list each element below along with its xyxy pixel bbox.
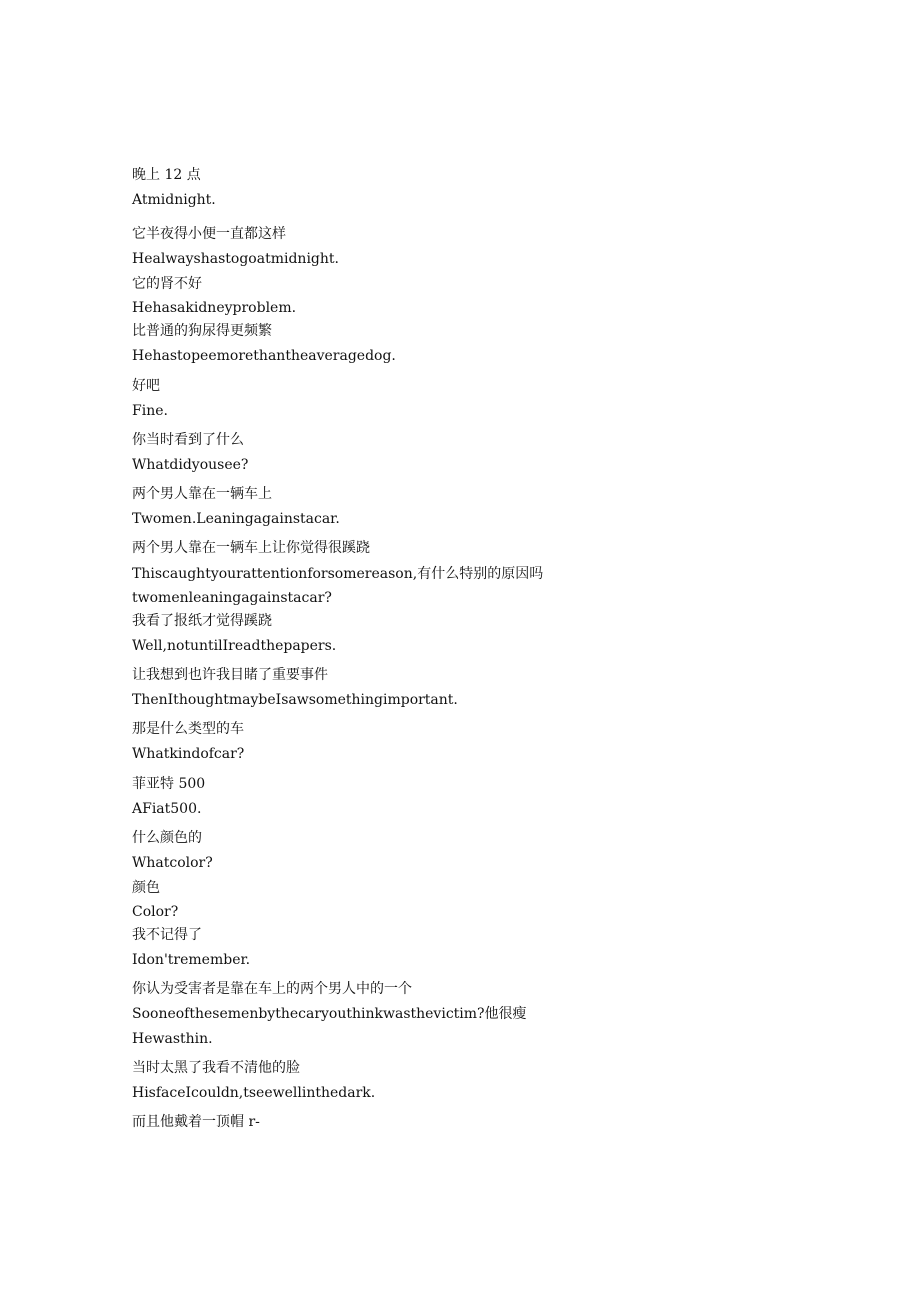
text-line: 你认为受害者是靠在车上的两个男人中的一个 (132, 981, 412, 997)
text-line: Hehasakidneyproblem. (132, 300, 297, 316)
text-line: 什么颜色的 (132, 830, 202, 846)
text-line: Atmidnight. (132, 192, 216, 208)
text-line: 两个男人靠在一辆车上让你觉得很蹊跷 (132, 540, 370, 556)
text-line: Whatcolor? (132, 855, 213, 871)
text-line: 它的肾不好 (132, 276, 202, 292)
text-line: 那是什么类型的车 (132, 721, 244, 737)
text-line: Healwayshastogoatmidnight. (132, 251, 339, 267)
text-line: 而且他戴着一顶帽 r- (132, 1114, 260, 1130)
text-line: Fine. (132, 403, 168, 419)
text-line: Idon'tremember. (132, 952, 251, 968)
text-line: 当时太黑了我看不清他的脸 (132, 1060, 300, 1076)
text-line: 我不记得了 (132, 927, 202, 943)
text-line: Thiscaughtyourattentionforsomereason,有什么特别的原因吗 (132, 566, 544, 582)
text-line: AFiat500. (132, 801, 202, 817)
text-line: Twomen.Leaningagainstacar. (132, 511, 340, 527)
text-line: 两个男人靠在一辆车上 (132, 486, 272, 502)
text-line: 比普通的狗尿得更频繁 (132, 323, 272, 339)
text-line: Hewasthin. (132, 1031, 213, 1047)
text-line: 你当时看到了什么 (132, 432, 244, 448)
text-line: Hehastopeemorethantheaveragedog. (132, 348, 396, 364)
text-line: HisfaceIcouldn,tseewellinthedark. (132, 1085, 376, 1101)
text-line: Whatdidyousee? (132, 457, 249, 473)
text-line: 好吧 (132, 378, 160, 394)
text-line: 颜色 (132, 880, 160, 896)
text-line: twomenleaningagainstacar? (132, 590, 332, 606)
text-line: Color? (132, 904, 179, 920)
text-line: Whatkindofcar? (132, 746, 245, 762)
text-line: 我看了报纸才觉得蹊跷 (132, 613, 272, 629)
text-line: Well,notuntilIreadthepapers. (132, 638, 337, 654)
text-line: 让我想到也许我目睹了重要事件 (132, 667, 328, 683)
text-line: Sooneofthesemenbythecaryouthinkwasthevictim?他很瘦 (132, 1006, 527, 1022)
text-line: 菲亚特 500 (132, 776, 206, 792)
text-line: ThenIthoughtmaybeIsawsomethingimportant. (132, 692, 458, 708)
text-line: 它半夜得小便一直都这样 (132, 226, 286, 242)
text-line: 晚上 12 点 (132, 167, 201, 183)
